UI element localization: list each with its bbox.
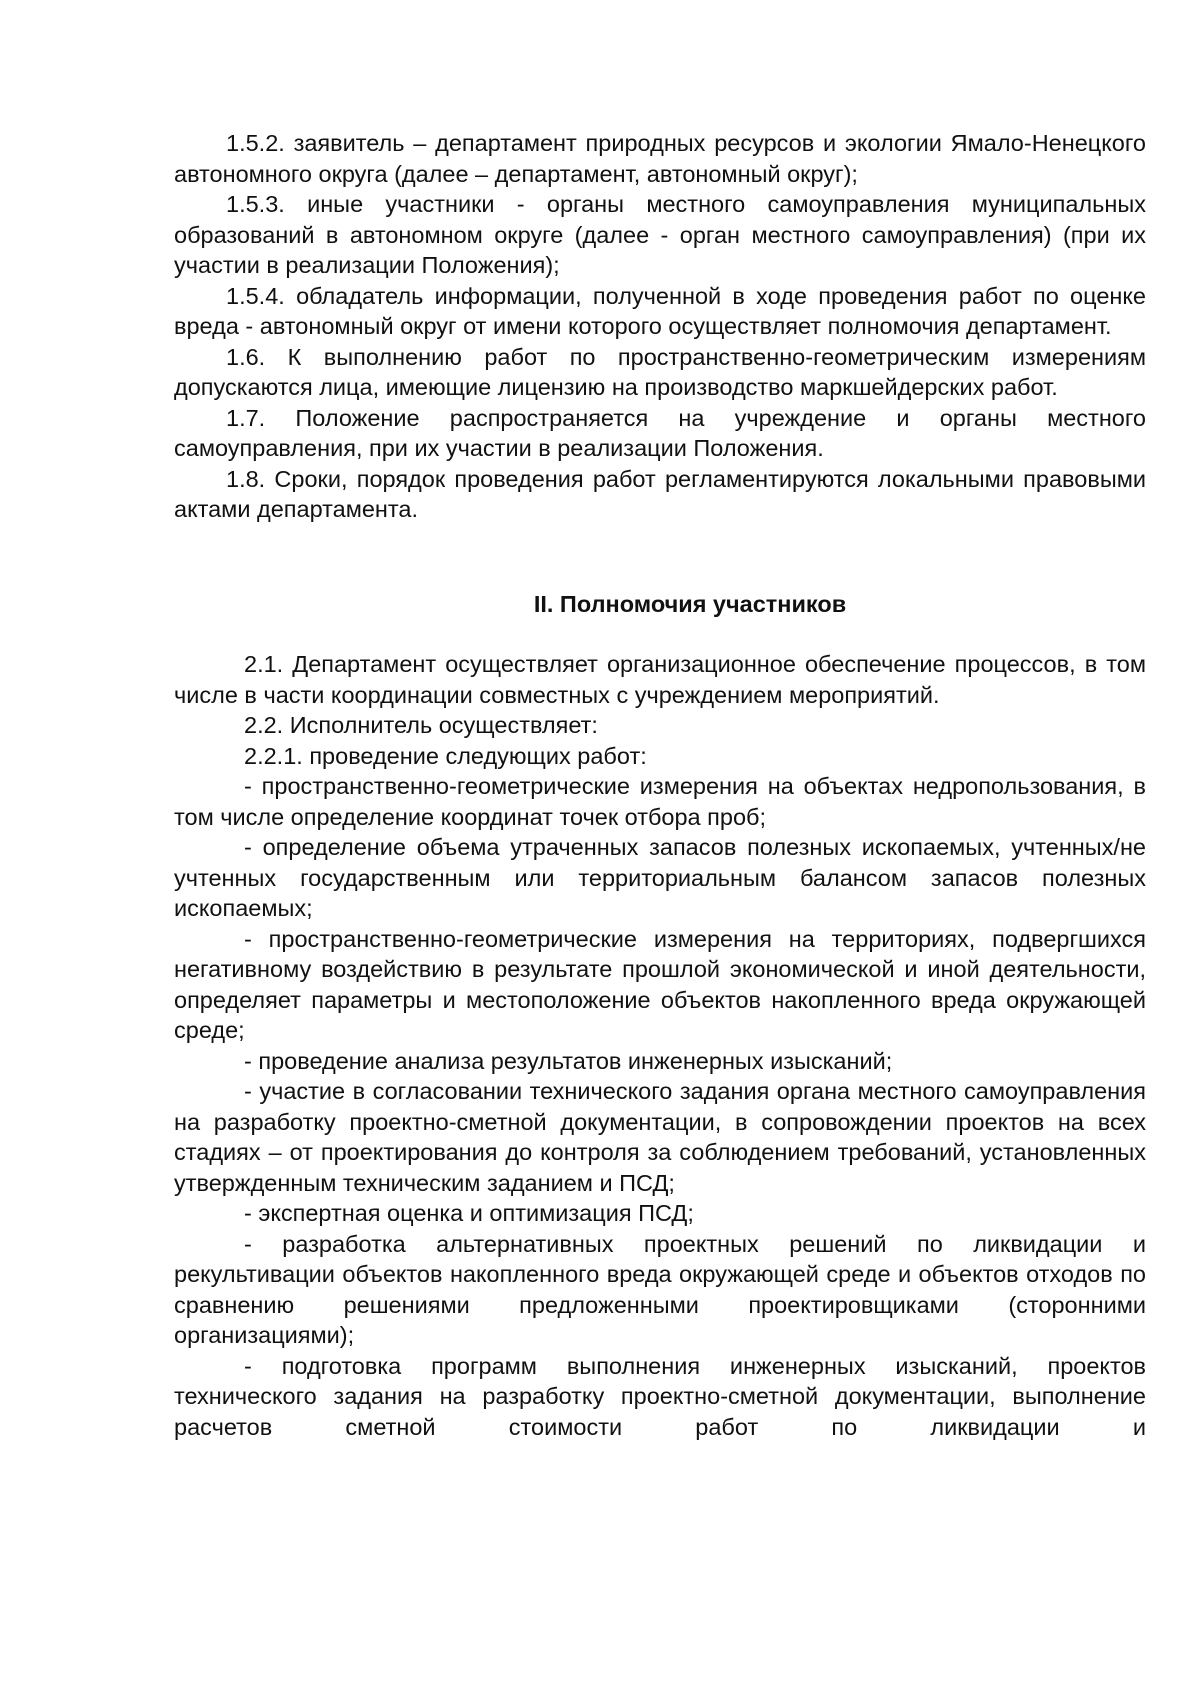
heading-gap [174, 619, 1146, 649]
list-item-programs: - подготовка программ выполнения инженерных изысканий, проектов технического задания на разработку проектно-сметной документации, выполнение расчетов сметной стоимости работ по ликвидации и [174, 1352, 1146, 1440]
list-item-expertise: - экспертная оценка и оптимизация ПСД; [244, 1200, 694, 1226]
paragraph-1-5-4: 1.5.4. обладатель информации, полученной в ходе проведения работ по оценке вреда - автономный округ от имени которого осуществляет полномочия департамент. [174, 282, 1146, 339]
list-item-measurements: - пространственно-геометрические измерения на объектах недропользования, в том числе определение координат точек отбора проб; [174, 773, 1146, 830]
list-item-reserves: - определение объема утраченных запасов полезных ископаемых, учтенных/не учтенных государственным или территориальным балансом запасов полезных ископаемых; [174, 834, 1146, 921]
list-item-territories: - пространственно-геометрические измерения на территориях, подвергшихся негативному воздействию в результате прошлой экономической и иной деятельности, определяет параметры и местоположение объектов накопленного вреда окружающей среде; [174, 925, 1146, 1043]
paragraph-1-5-3: 1.5.3. иные участники - органы местного самоуправления муниципальных образований в автономном округе (далее - орган местного самоуправления) (при их участии в реализации Положения); [174, 191, 1146, 278]
paragraph-1-7: 1.7. Положение распространяется на учреждение и органы местного самоуправления, при их участии в реализации Положения. [174, 404, 1146, 461]
paragraph-2-2: 2.2. Исполнитель осуществляет: [244, 712, 598, 738]
document-body [174, 128, 1146, 1442]
paragraph-2-2-1: 2.2.1. проведение следующих работ: [244, 742, 647, 769]
list-item-analysis: - проведение анализа результатов инженерных изысканий; [244, 1047, 893, 1074]
list-item-approval: - участие в согласовании технического задания органа местного самоуправления на разработку проектно-сметной документации, в сопровождении проектов на всех стадиях – от проектирования до контроля за соблюдением требований, установленных утвержденным техническим заданием и ПСД; [174, 1078, 1146, 1196]
paragraph-1-8: 1.8. Сроки, порядок проведения работ регламентируются локальными правовыми актами департамента. [174, 465, 1146, 522]
list-item-alternatives: - разработка альтернативных проектных решений по ликвидации и рекультивации объектов накопленного вреда окружающей среде и объектов отходов по сравнению решениями предложенными проектировщиками (сторонними организациями); [174, 1230, 1146, 1348]
paragraph-1-5-2: 1.5.2. заявитель – департамент природных ресурсов и экологии Ямало-Ненецкого автономного округа (далее – департамент, автономный округ); [174, 130, 1146, 187]
paragraph-2-1: 2.1. Департамент осуществляет организационное обеспечение процессов, в том числе в части координации совместных с учреждением мероприятий. [174, 651, 1146, 708]
section-gap [174, 525, 1146, 589]
section-heading: II. Полномочия участников [533, 590, 847, 617]
paragraph-1-6: 1.6. К выполнению работ по пространственно-геометрическим измерениям допускаются лица, имеющие лицензию на производство маркшейдерских работ. [174, 343, 1146, 400]
